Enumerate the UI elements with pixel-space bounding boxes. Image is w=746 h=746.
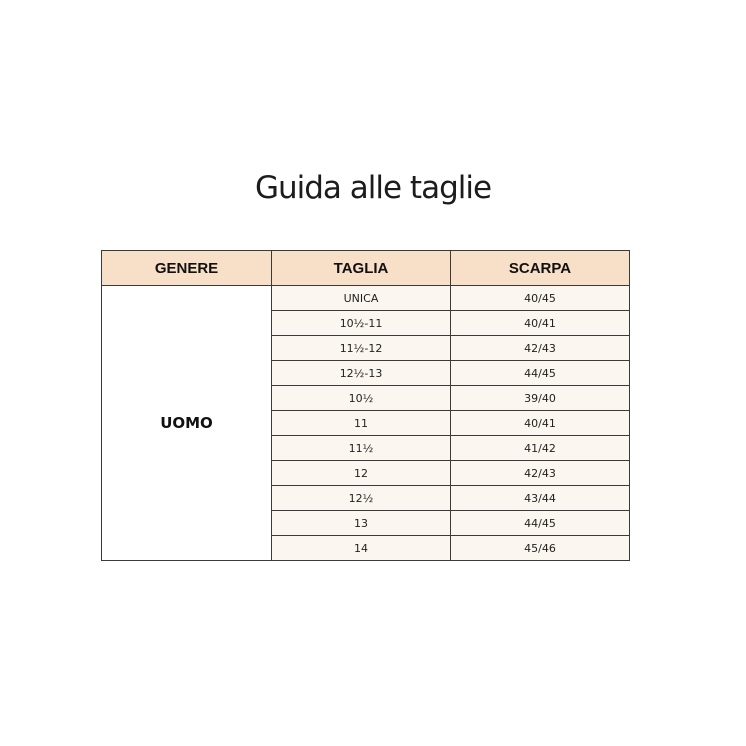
taglia-cell: 10½: [272, 386, 451, 411]
scarpa-cell: 45/46: [451, 536, 630, 561]
taglia-cell: 11: [272, 411, 451, 436]
taglia-cell: 12½-13: [272, 361, 451, 386]
taglia-cell: 12½: [272, 486, 451, 511]
scarpa-cell: 44/45: [451, 511, 630, 536]
scarpa-cell: 40/41: [451, 411, 630, 436]
scarpa-cell: 42/43: [451, 461, 630, 486]
scarpa-cell: 44/45: [451, 361, 630, 386]
gender-cell: UOMO: [102, 286, 272, 561]
taglia-cell: 12: [272, 461, 451, 486]
table-row: [102, 286, 630, 311]
scarpa-cell: 43/44: [451, 486, 630, 511]
scarpa-cell: 41/42: [451, 436, 630, 461]
taglia-cell: UNICA: [272, 286, 451, 311]
size-guide-table: [101, 250, 630, 561]
header-taglia: TAGLIA: [272, 251, 451, 286]
scarpa-cell: 40/41: [451, 311, 630, 336]
scarpa-cell: 42/43: [451, 336, 630, 361]
taglia-cell: 11½: [272, 436, 451, 461]
taglia-cell: 11½-12: [272, 336, 451, 361]
taglia-cell: 13: [272, 511, 451, 536]
header-scarpa: SCARPA: [451, 251, 630, 286]
table-header-row: [102, 251, 630, 286]
taglia-cell: 10½-11: [272, 311, 451, 336]
header-genere: GENERE: [102, 251, 272, 286]
page-title: Guida alle taglie: [254, 170, 492, 206]
scarpa-cell: 39/40: [451, 386, 630, 411]
scarpa-cell: 40/45: [451, 286, 630, 311]
taglia-cell: 14: [272, 536, 451, 561]
